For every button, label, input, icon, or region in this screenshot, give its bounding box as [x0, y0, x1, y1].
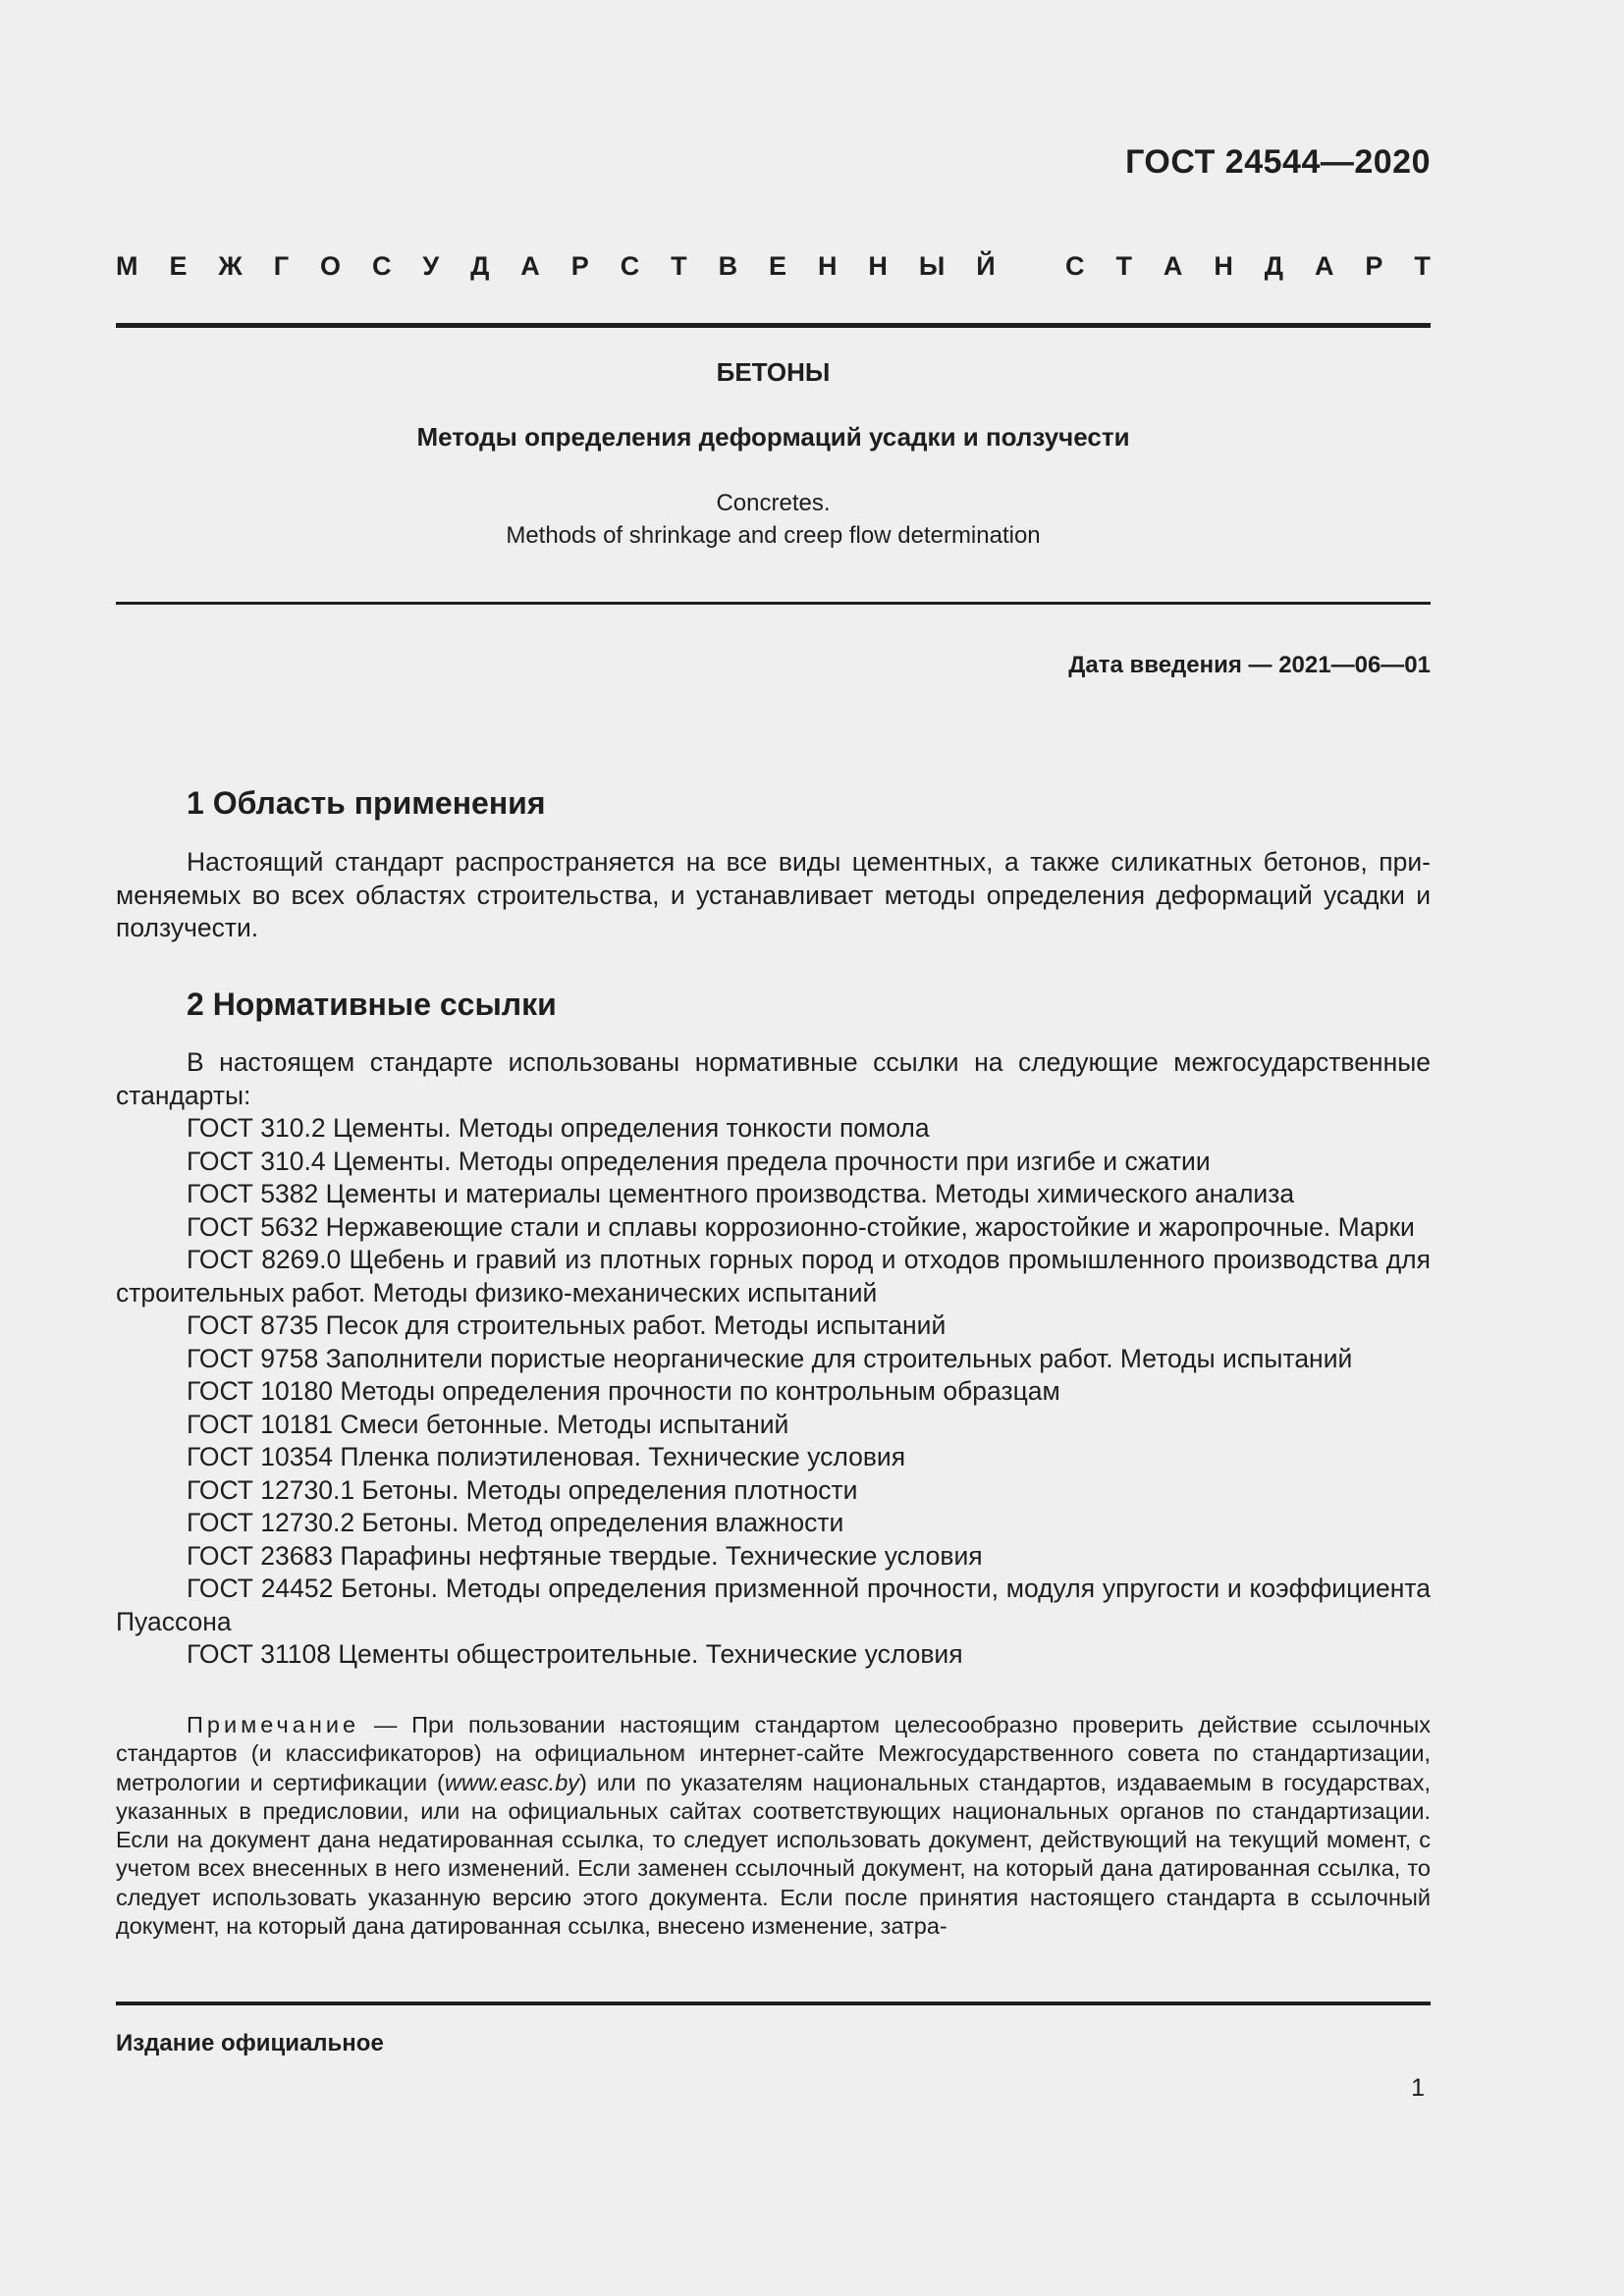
- header-letter: О: [319, 251, 341, 281]
- note-text-2: ) или по указателям национальных стандартов, издаваемым в государствах, указанных в предисловии, или на официальных сайтах соответствующих национальных органов по стандартизации. Если на документ дана недатированная ссылка, то следует использовать документ, действующий на текущий момент, с учетом всех внесенных в него изменений. Если заменен ссылочный документ, на который дана датированная ссылка, то следует использовать указанную версию этого документа. Если после принятия настоящего стандарта в ссылочный документ, на который дана датированная ссылка, внесено изменение, затра-: [116, 1769, 1431, 1940]
- header-letter: С: [620, 251, 640, 281]
- reference-item: ГОСТ 12730.2 Бетоны. Метод определения влажности: [187, 1508, 844, 1537]
- header-letter: С: [371, 251, 392, 281]
- header-divider: [116, 323, 1431, 328]
- reference-item: ГОСТ 12730.1 Бетоны. Методы определения плотности: [187, 1474, 858, 1505]
- note-text-1: — При пользовании настоящим стандартом целесообразно проверить действие ссылочных стандартов (и классификаторов) на официальном интернет-сайте Межгосударственного совета по стандартизации, метрологии и сертификации (: [116, 1712, 1431, 1795]
- header-letter: Н: [817, 251, 838, 281]
- header-letter: Й: [976, 251, 996, 281]
- reference-item: ГОСТ 9758 Заполнители пористые неорганические для строительных работ. Методы испытаний: [187, 1343, 1353, 1373]
- reference-item: ГОСТ 310.4 Цементы. Методы определения предела прочности при изгибе и сжатии: [187, 1146, 1211, 1176]
- reference-item: ГОСТ 310.2 Цементы. Методы определения тонкости помола: [187, 1113, 930, 1143]
- reference-item: ГОСТ 8269.0 Щебень и гравий из плотных горных пород и отходов промышленного производства для строительных работ. Методы физико-механических испытаний: [116, 1245, 1431, 1308]
- references-note: [116, 1711, 1431, 1941]
- document-title: БЕТОНЫ: [716, 357, 831, 387]
- section-1-body: [116, 846, 1431, 945]
- reference-item: ГОСТ 23683 Парафины нефтяные твердые. Технические условия: [187, 1540, 983, 1571]
- footer-divider: [116, 2002, 1431, 2005]
- section-2-body: [116, 1046, 1431, 1672]
- section-1: [116, 785, 1431, 822]
- header-letter: А: [520, 251, 540, 281]
- note-block: [116, 1711, 1431, 1941]
- header-letter: Т: [1115, 251, 1132, 281]
- header-letter: Г: [273, 251, 290, 281]
- header-word-gap: [1027, 251, 1035, 282]
- section-2-intro: В настоящем стандарте использованы нормативные ссылки на следующие межгосударственные стандарты:: [116, 1047, 1431, 1110]
- title-divider: [116, 602, 1431, 605]
- page-number: 1: [1411, 2074, 1425, 2102]
- standard-type-spaced: [116, 251, 1431, 282]
- header-letter: Е: [769, 251, 787, 281]
- header-letter: Ы: [918, 251, 946, 281]
- english-title-line-1: Concretes.: [716, 490, 831, 516]
- header-letter: Е: [169, 251, 188, 281]
- section-1-text: Настоящий стандарт распространяется на все виды цементных, а также силикатных бетонов, применяемых во всех областях строительства, и устанавливает методы определения деформаций усадки и ползучести.: [116, 847, 1431, 942]
- note-label: Примечание: [187, 1712, 360, 1737]
- gost-number: ГОСТ 24544—2020: [1125, 143, 1431, 181]
- introduction-date: Дата введения — 2021—06—01: [1068, 652, 1431, 678]
- header-letter: В: [718, 251, 738, 281]
- easc-link[interactable]: www.easc.by: [444, 1769, 580, 1795]
- header-letter: С: [1065, 251, 1085, 281]
- official-edition-label: Издание официальное: [116, 2030, 384, 2056]
- english-title: [116, 487, 1431, 552]
- section-1-heading: 1 Область применения: [187, 785, 546, 821]
- normative-references-list: [116, 1112, 1431, 1672]
- header-letter: Д: [1264, 251, 1283, 281]
- header-letter: Н: [868, 251, 888, 281]
- header-letter: Р: [570, 251, 589, 281]
- header-letter: Р: [1365, 251, 1383, 281]
- section-2-heading: 2 Нормативные ссылки: [187, 987, 557, 1022]
- reference-item: ГОСТ 5382 Цементы и материалы цементного производства. Методы химического анализа: [187, 1179, 1295, 1208]
- english-title-line-2: Methods of shrinkage and creep flow determination: [506, 522, 1041, 549]
- header-letter: А: [1314, 251, 1334, 281]
- header-letter: У: [422, 251, 440, 281]
- reference-item: ГОСТ 8735 Песок для строительных работ. Методы испытаний: [187, 1310, 947, 1340]
- reference-item: ГОСТ 5632 Нержавеющие стали и сплавы коррозионно-стойкие, жаростойкие и жаропрочные. Марки: [187, 1211, 1415, 1242]
- reference-item: ГОСТ 31108 Цементы общестроительные. Технические условия: [187, 1639, 963, 1669]
- header-letter: М: [116, 251, 138, 281]
- reference-item: ГОСТ 24452 Бетоны. Методы определения призменной прочности, модуля упругости и коэффициента Пуассона: [116, 1574, 1431, 1636]
- header-letter: Н: [1214, 251, 1233, 281]
- header-letter: Д: [470, 251, 490, 281]
- reference-item: ГОСТ 10181 Смеси бетонные. Методы испытаний: [187, 1409, 789, 1439]
- reference-item: ГОСТ 10180 Методы определения прочности по контрольным образцам: [187, 1376, 1060, 1406]
- section-2: [116, 987, 1431, 1023]
- reference-item: ГОСТ 10354 Пленка полиэтиленовая. Технические условия: [187, 1442, 906, 1471]
- header-letter: Т: [1414, 251, 1431, 281]
- header-letter: А: [1163, 251, 1183, 281]
- header-letter: Ж: [218, 251, 243, 281]
- document-subtitle: Методы определения деформаций усадки и ползучести: [416, 422, 1130, 452]
- header-letter: Т: [671, 251, 687, 281]
